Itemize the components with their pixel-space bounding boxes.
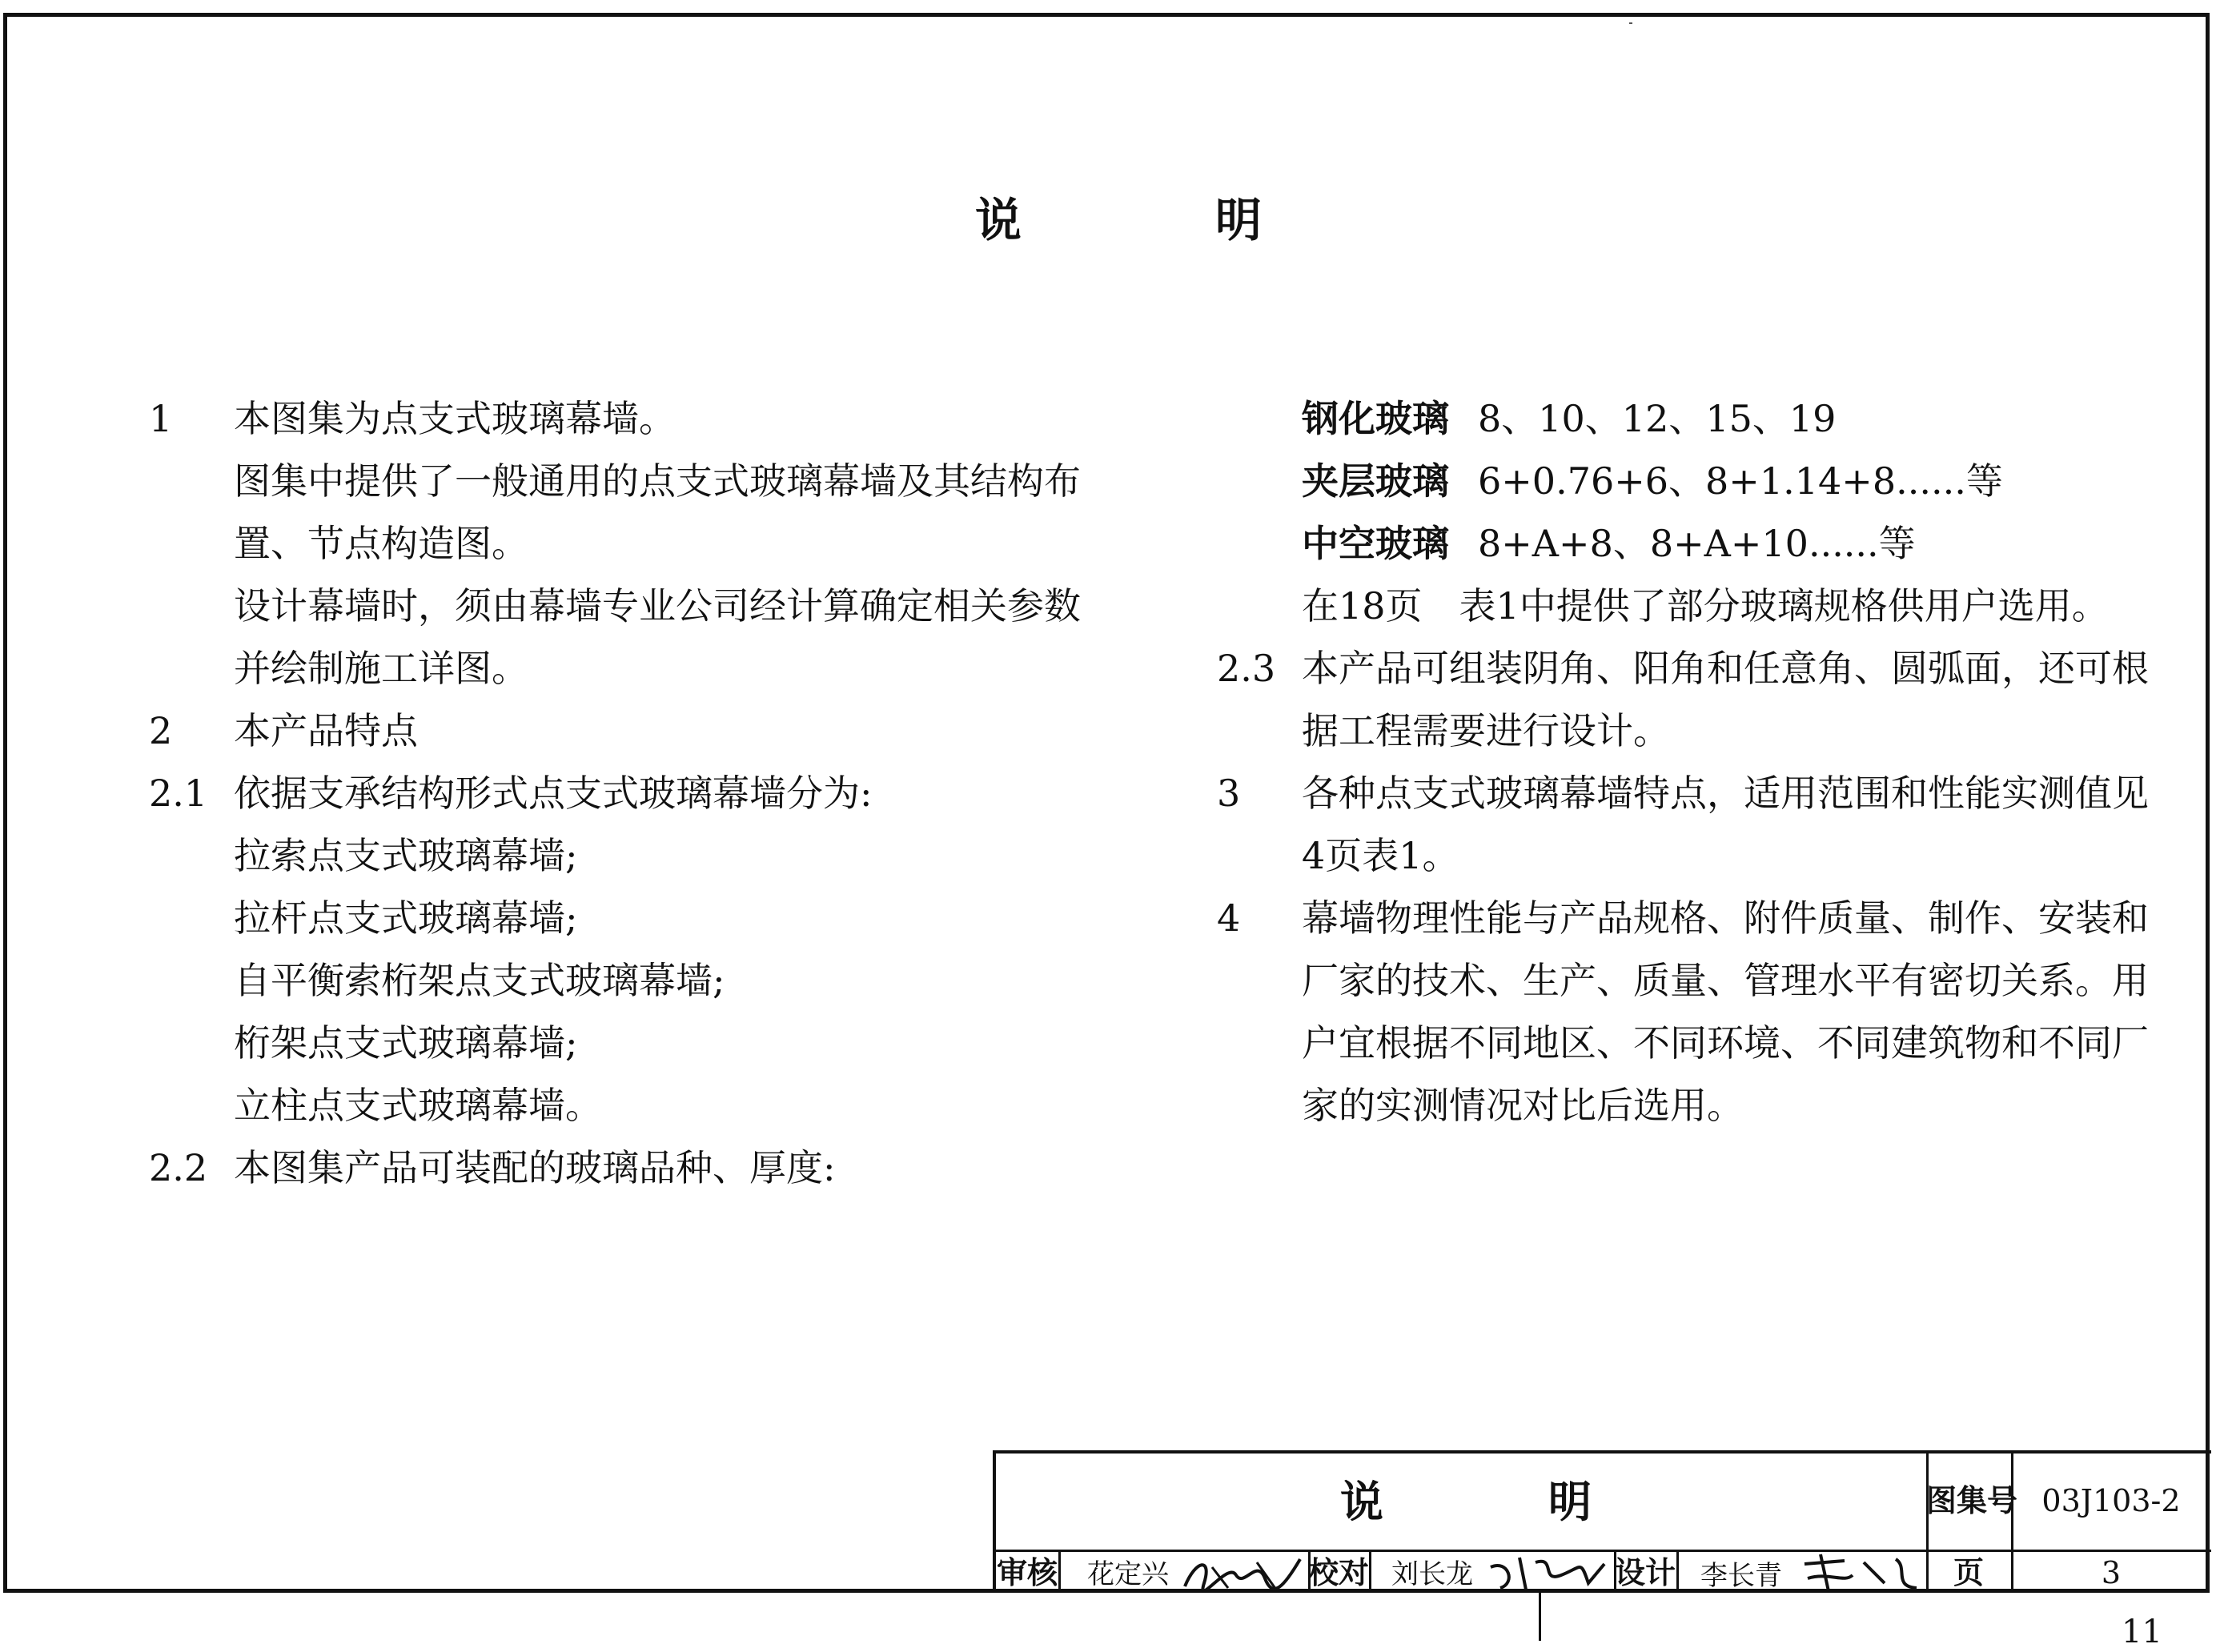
title-block	[993, 1450, 2211, 1593]
glass-type-name: 钢化玻璃	[1302, 397, 1449, 440]
item-text: 厂家的技术、生产、质量、管理水平有密切关系。用	[1302, 959, 2149, 1002]
item-text: 桁架点支式玻璃幕墙;	[234, 1021, 578, 1065]
list-item	[1217, 762, 2162, 824]
list-item	[149, 887, 1062, 949]
title-block-divider	[1676, 1550, 1679, 1593]
item-text: 各种点支式玻璃幕墙特点，适用范围和性能实测值见	[1302, 772, 2149, 815]
design-label: 设计	[1614, 1554, 1676, 1590]
list-item	[149, 949, 1062, 1012]
glass-type-row	[1302, 512, 2162, 575]
binding-tick	[1539, 1593, 1541, 1641]
list-item	[1217, 637, 2162, 700]
list-item	[1217, 887, 2162, 949]
review-label: 审核	[996, 1554, 1058, 1590]
item-text: 图集中提供了一般通用的点支式玻璃幕墙及其结构布	[234, 459, 1081, 503]
list-item	[149, 387, 1062, 450]
item-text: 家的实测情况对比后选用。	[1302, 1084, 1744, 1127]
glass-type-name: 夹层玻璃	[1302, 459, 1449, 503]
glass-type-spec: 8+A+8、8+A+10......等	[1478, 522, 1916, 565]
item-text: 拉杆点支式玻璃幕墙;	[234, 896, 578, 940]
item-number: 2	[149, 709, 173, 752]
scan-speck	[1629, 22, 1632, 24]
item-text: 自平衡索桁架点支式玻璃幕墙;	[234, 959, 725, 1002]
item-text: 并绘制施工详图。	[234, 647, 528, 690]
list-item	[1217, 1012, 2162, 1074]
reviewer-name: 花定兴	[1087, 1558, 1169, 1590]
item-text: 拉索点支式玻璃幕墙;	[234, 834, 578, 877]
page-value: 3	[2101, 1555, 2122, 1590]
right-column	[1217, 387, 2162, 1137]
list-item	[1217, 700, 2162, 762]
list-item	[149, 700, 1062, 762]
title-block-title-char-1: 说	[1340, 1476, 1383, 1527]
list-item	[149, 1012, 1062, 1074]
glass-type-row	[1302, 450, 2162, 512]
list-item	[149, 762, 1062, 824]
sheet-number: 11	[2122, 1614, 2162, 1650]
list-item	[1217, 949, 2162, 1012]
title-block-divider	[1369, 1550, 1371, 1593]
item-text: 依据支承结构形式点支式玻璃幕墙分为:	[234, 772, 873, 815]
item-text: 本图集产品可装配的玻璃品种、厚度:	[234, 1146, 836, 1189]
title-block-divider	[1058, 1550, 1061, 1593]
item-text: 4页表1。	[1302, 834, 1459, 877]
reviewer-signature	[1180, 1551, 1308, 1594]
designer-signature	[1796, 1551, 1925, 1594]
item-number: 4	[1217, 896, 1241, 940]
list-item	[1217, 575, 2162, 637]
glass-type-spec: 6+0.76+6、8+1.14+8......等	[1478, 459, 2003, 503]
list-item	[149, 1137, 1062, 1199]
list-item	[149, 575, 1081, 637]
item-number: 1	[149, 397, 173, 440]
list-item	[1217, 824, 2162, 887]
left-column	[149, 387, 1081, 1199]
item-text: 本产品可组装阴角、阳角和任意角、圆弧面，还可根	[1302, 647, 2149, 690]
item-text: 立柱点支式玻璃幕墙。	[234, 1084, 602, 1127]
title-block-title-char-2: 明	[1548, 1476, 1592, 1527]
item-text: 置、节点构造图。	[234, 522, 528, 565]
list-item	[149, 512, 1062, 575]
glass-type-row	[1302, 387, 2162, 450]
item-text: 户宜根据不同地区、不同环境、不同建筑物和不同厂	[1302, 1021, 2149, 1065]
glass-type-name: 中空玻璃	[1302, 522, 1449, 565]
list-item	[1217, 1074, 2162, 1137]
item-text: 本图集为点支式玻璃幕墙。	[234, 397, 676, 440]
item-text: 幕墙物理性能与产品规格、附件质量、制作、安装和	[1302, 896, 2149, 940]
item-text: 设计幕墙时，须由幕墙专业公司经计算确定相关参数	[234, 584, 1081, 628]
item-text: 本产品特点	[234, 709, 418, 752]
page-title-char-1: 说	[975, 193, 1022, 247]
atlas-number: 03J103-2	[2041, 1483, 2181, 1518]
list-item	[149, 1074, 1062, 1137]
checker-name: 刘长龙	[1391, 1558, 1473, 1590]
designer-name: 李长青	[1700, 1560, 1782, 1592]
list-item	[149, 450, 1081, 512]
item-text: 在18页 表1中提供了部分玻璃规格供用户选用。	[1302, 584, 2109, 628]
list-item	[149, 637, 1062, 700]
page-title	[0, 182, 2216, 247]
list-item	[149, 824, 1062, 887]
item-number: 2.1	[149, 772, 208, 815]
item-number: 3	[1217, 772, 1241, 815]
glass-type-spec: 8、10、12、15、19	[1478, 397, 1837, 440]
page-title-char-2: 明	[1215, 193, 1263, 247]
item-number: 2.3	[1217, 647, 1276, 690]
atlas-number-label: 图集号	[1926, 1482, 2018, 1518]
item-number: 2.2	[149, 1146, 208, 1189]
check-label: 校对	[1308, 1554, 1370, 1590]
page-label: 页	[1953, 1554, 1984, 1590]
item-text: 据工程需要进行设计。	[1302, 709, 1670, 752]
checker-signature	[1484, 1551, 1612, 1594]
